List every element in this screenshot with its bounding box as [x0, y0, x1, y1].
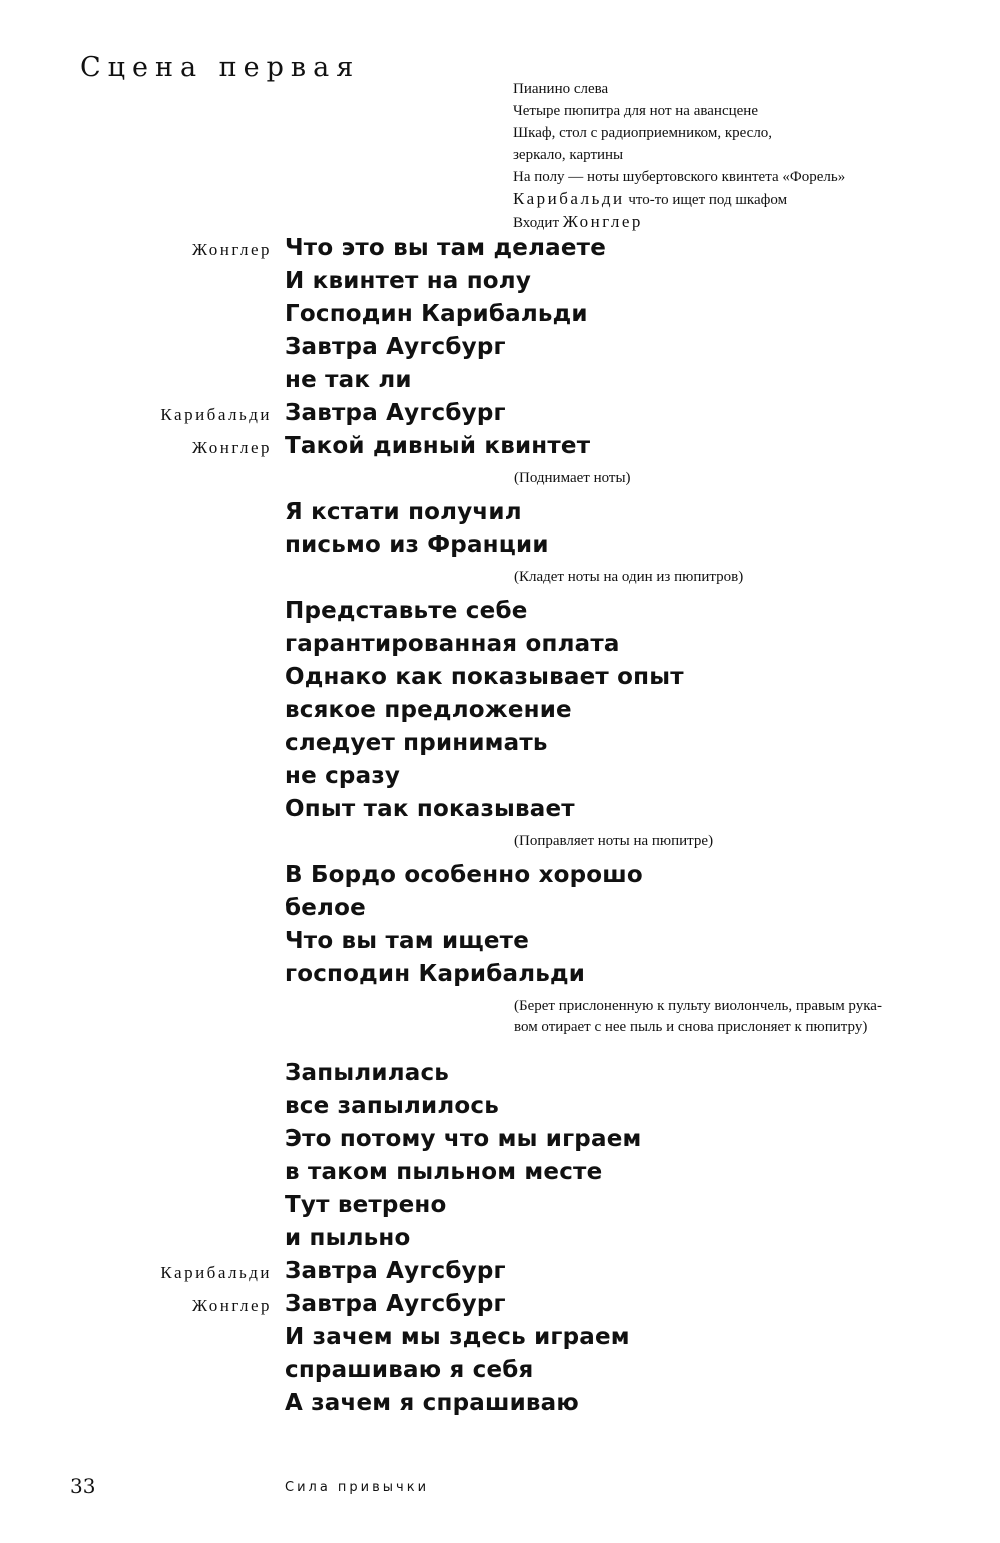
stage-direction-line: (Кладет ноты на один из пюпитров): [514, 569, 744, 585]
verse-text: господин Карибальди: [285, 961, 586, 987]
dialogue-line: [0, 793, 1000, 826]
speaker-name: Жонглер: [191, 240, 272, 259]
stage-direction-text: зеркало, картины: [513, 147, 624, 163]
stage-direction-line: [513, 78, 973, 100]
dialogue-line: [0, 331, 1000, 364]
character-name: Жонглер: [562, 212, 643, 231]
page-number: 33: [70, 1474, 96, 1498]
verse-text: Представьте себе: [285, 598, 528, 624]
dialogue-line: [0, 760, 1000, 793]
verse-text: Что это вы там делаете: [285, 235, 606, 261]
verse-text: белое: [285, 895, 366, 921]
stage-direction: [514, 826, 964, 859]
stage-direction-text: Входит: [513, 215, 563, 231]
stage-direction-line: вом отирает с нее пыль и снова прислоняет к пюпитру): [514, 1019, 868, 1035]
verse-text: и пыльно: [285, 1225, 411, 1251]
stage-direction-line: [513, 166, 973, 188]
stage-direction-line: (Поправляет ноты на пюпитре): [514, 833, 714, 849]
dialogue-line: [0, 1156, 1000, 1189]
verse-text: Завтра Аугсбург: [285, 1291, 506, 1317]
stage-direction: [514, 562, 964, 595]
dialogue-line: [0, 892, 1000, 925]
dialogue-line: [0, 364, 1000, 397]
dialogue-line: [0, 1354, 1000, 1387]
verse-text: Это потому что мы играем: [285, 1126, 642, 1152]
verse-text: Завтра Аугсбург: [285, 1258, 506, 1284]
verse-text: всякое предложение: [285, 697, 572, 723]
dialogue-line: [0, 232, 1000, 265]
verse-text: Завтра Аугсбург: [285, 400, 506, 426]
speaker-name: Карибальди: [160, 405, 272, 424]
dialogue-line: [0, 859, 1000, 892]
stage-direction-text: Пианино слева: [513, 81, 609, 97]
dialogue-line: [0, 298, 1000, 331]
dialogue-line: [0, 958, 1000, 991]
dialogue-line: [0, 1057, 1000, 1090]
verse-text: следует принимать: [285, 730, 548, 756]
stage-directions: [513, 78, 973, 234]
verse-text: А зачем я спрашиваю: [285, 1390, 579, 1416]
dialogue-line: [0, 1222, 1000, 1255]
stage-direction-text: что-то ищет под шкафом: [624, 192, 788, 208]
dialogue-line: [0, 694, 1000, 727]
verse-text: Я кстати получил: [285, 499, 522, 525]
dialogue-line: [0, 1288, 1000, 1321]
dialogue: [0, 232, 1000, 1420]
stage-direction: [514, 463, 964, 496]
stage-direction-line: [513, 122, 973, 144]
verse-text: Такой дивный квинтет: [285, 433, 591, 459]
verse-text: Завтра Аугсбург: [285, 334, 506, 360]
verse-text: все запылилось: [285, 1093, 499, 1119]
verse-text: И квинтет на полу: [285, 268, 532, 294]
stage-direction-text: На полу — ноты шубертовского квинтета «Форель»: [513, 169, 846, 185]
verse-text: Запылилась: [285, 1060, 450, 1086]
verse-text: Однако как показывает опыт: [285, 664, 684, 690]
dialogue-line: [0, 1321, 1000, 1354]
dialogue-line: [0, 397, 1000, 430]
stage-direction-line: [513, 100, 973, 122]
stage-direction-line: [513, 188, 973, 211]
verse-text: Господин Карибальди: [285, 301, 588, 327]
dialogue-line: [0, 1090, 1000, 1123]
dialogue-line: [0, 628, 1000, 661]
dialogue-line: [0, 430, 1000, 463]
dialogue-line: [0, 727, 1000, 760]
dialogue-line: [0, 1387, 1000, 1420]
running-title: Сила привычки: [285, 1480, 430, 1495]
dialogue-line: [0, 661, 1000, 694]
verse-text: письмо из Франции: [285, 532, 549, 558]
verse-text: спрашиваю я себя: [285, 1357, 534, 1383]
verse-text: Тут ветрено: [285, 1192, 447, 1218]
speaker-name: Жонглер: [191, 1296, 272, 1315]
scene-title: Сцена первая: [80, 52, 361, 84]
speaker-name: Карибальди: [160, 1263, 272, 1282]
dialogue-line: [0, 1255, 1000, 1288]
dialogue-line: [0, 925, 1000, 958]
dialogue-line: [0, 1189, 1000, 1222]
dialogue-line: [0, 529, 1000, 562]
verse-text: в таком пыльном месте: [285, 1159, 603, 1185]
stage-direction-text: Шкаф, стол с радиоприемником, кресло,: [513, 125, 773, 141]
verse-text: Опыт так показывает: [285, 796, 575, 822]
verse-text: Что вы там ищете: [285, 928, 530, 954]
verse-text: гарантированная оплата: [285, 631, 620, 657]
verse-text: И зачем мы здесь играем: [285, 1324, 630, 1350]
stage-direction-line: (Поднимает ноты): [514, 470, 631, 486]
dialogue-line: [0, 265, 1000, 298]
verse-text: не сразу: [285, 763, 401, 789]
dialogue-line: [0, 1123, 1000, 1156]
stage-direction-line: [513, 144, 973, 166]
speaker-name: Жонглер: [191, 438, 272, 457]
stage-direction-line: [513, 211, 973, 234]
stage-direction-line: (Берет прислоненную к пульту виолончель, правым рука-: [514, 998, 882, 1014]
stage-direction: [514, 991, 964, 1057]
dialogue-line: [0, 595, 1000, 628]
dialogue-line: [0, 496, 1000, 529]
stage-direction-text: Четыре пюпитра для нот на авансцене: [513, 103, 758, 119]
verse-text: В Бордо особенно хорошо: [285, 862, 643, 888]
verse-text: не так ли: [285, 367, 412, 393]
character-name: Карибальди: [513, 189, 625, 208]
